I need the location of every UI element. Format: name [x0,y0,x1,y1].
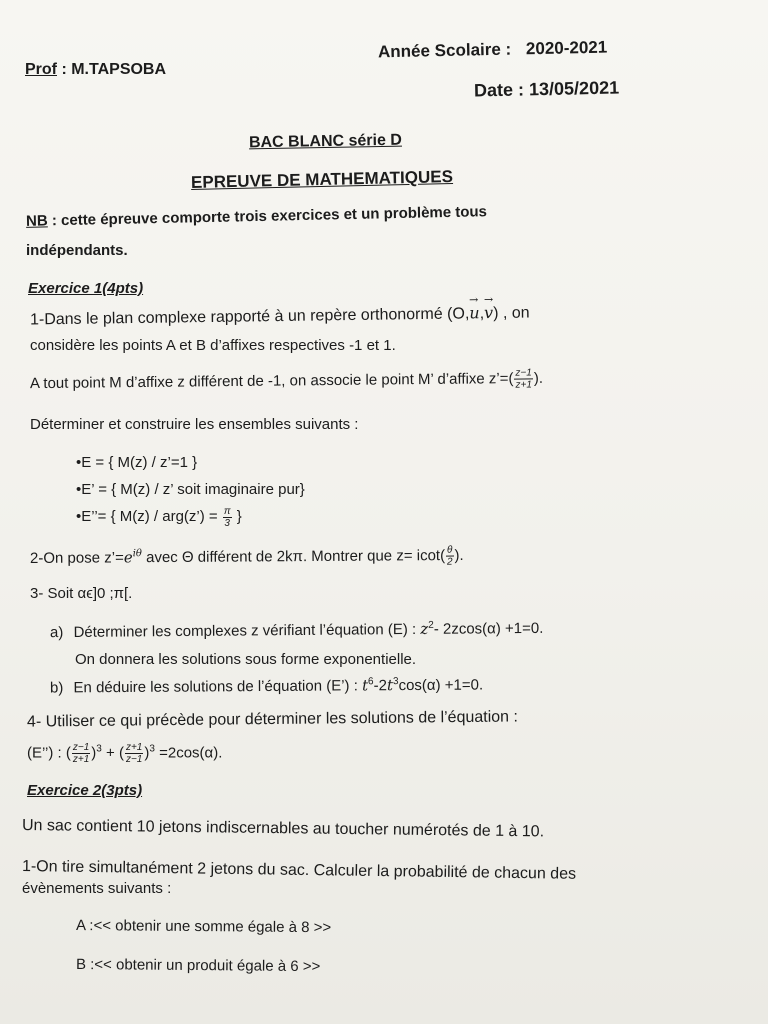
prof-label: Prof [25,61,57,78]
ex1-q3: 3- Soit αϵ]0 ;π[. [30,585,133,602]
ex1-q1-line3-start: A tout point M d’affixe z différent de -1, on associe le point M’ d’affixe z’=( [29,370,514,393]
ex1-q3a-start: Déterminer les complexes z vérifiant l’équation (E) : [73,620,421,641]
set-e-prime: •E’ = { M(z) / z’ soit imaginaire pur} [76,481,305,498]
exam-subject: EPREUVE DE MATHEMATIQUES [190,167,454,192]
fraction-denominator: z+1 [72,754,90,765]
set-e-second-text: •E’’= { M(z) / arg(z’) = [76,508,222,525]
nb-text-1: : cette épreuve comporte trois exercices et un problème tous [51,203,488,230]
ex1-q1-line2: considère les points A et B d’affixes respectives -1 et 1. [30,337,396,354]
fraction-numerator: z−1 [515,367,532,379]
fraction-numerator: θ [446,544,453,556]
ex1-q1-line3 [30,367,543,395]
vector-u-letter: u [469,303,480,323]
item-b-label: b) [49,679,64,697]
ex1-q4-eq-end: =2cos(α). [154,744,223,762]
school-year-value: 2020-2021 [525,37,608,59]
set-e-second-end: } [232,508,242,525]
set-e-second [76,503,305,530]
prof-line [25,61,166,79]
ex1-q1-line1 [29,293,530,330]
ex1-q2-mid: avec Θ différent de 2kπ. Montrer que z= icot( [141,547,446,567]
power-3: 3 [96,743,102,755]
ex1-q3b-mid: -2 [373,677,388,695]
date-label: Date : [473,79,525,101]
item-a-label: a) [49,624,64,642]
ex2-event-a: A :<< obtenir une somme égale à 8 >> [75,917,332,937]
ex2-q1-line1: 1-On tire simultanément 2 jetons du sac. Calculer la probabilité de chacun des [21,858,577,883]
ex1-q4-line1: 4- Utiliser ce qui précède pour déterminer les solutions de l’équation : [26,708,519,731]
fraction-2 [125,742,143,765]
ex1-q1-line1-end: ) , on [493,304,530,323]
exercice2-heading: Exercice 2(3pts) [27,782,143,799]
ex2-event-b: B :<< obtenir un produit égale à 6 >> [75,956,321,976]
exam-title: BAC BLANC série D [248,131,403,152]
power-3: 3 [149,743,155,755]
vector-arrow-icon: → [469,293,479,307]
exp-power: iθ [132,548,142,560]
ex1-q4-eq-start: (E’’) : ( [27,744,71,762]
fraction-z [514,367,533,390]
vector-v [483,293,494,323]
ex1-q2-start: 2-On pose z’= [29,549,124,567]
fraction-denominator: z−1 [125,754,143,765]
ex1-q3b [50,675,483,696]
fraction-pi-over-3 [223,506,232,529]
comma: , [479,305,485,323]
fraction-theta-over-2 [446,545,454,568]
vector-v-letter: v [483,303,494,323]
plus: + ( [101,744,124,762]
ex1-q3a [50,619,543,641]
set-e: •E = { M(z) / z’=1 } [76,454,198,471]
school-year-line [378,38,608,63]
nb-label: NB [25,212,48,230]
power-6: 6 [367,676,374,688]
exercice1-heading: Exercice 1(4pts) [28,280,144,297]
ex1-q2 [30,544,464,570]
ex1-q3a-end: - 2zcos(α) +1=0. [433,619,544,638]
ex1-q1-line4: Déterminer et construire les ensembles suivants : [30,416,359,433]
fraction-denominator: 2 [446,556,453,568]
fraction-denominator: 3 [224,517,230,529]
fraction-numerator: z−1 [72,742,90,753]
exp-base: e [123,548,133,567]
date-line [474,77,620,101]
vector-arrow-icon: → [483,293,494,307]
nb-line1 [26,203,487,230]
ex1-q2-end: ). [454,546,464,565]
nb-text-2: indépendants. [26,242,128,259]
ex2-q1-line2: évènements suivants : [22,880,172,897]
var-t: t [361,676,369,695]
prof-name: : M.TAPSOBA [61,61,167,78]
ex2-intro: Un sac contient 10 jetons indiscernables au toucher numérotés de 1 à 10. [21,817,545,841]
school-year-label: Année Scolaire : [377,39,512,62]
var-t: t [386,676,394,695]
ex1-q3a-line2: On donnera les solutions sous forme exponentielle. [75,651,417,668]
var-z: z [420,619,429,638]
ex1-q1-line1-start: 1-Dans le plan complexe rapporté à un repère orthonormé (O, [29,305,470,329]
ex1-q4-equation: (E’’) : ( $\frac{z-1}{z+1}$ )$^3$ + ( $\frac{z+1}{z-1}$ )$^3$ =2cos(α). [27,742,223,765]
fraction-numerator: π [223,505,231,517]
vector-u [469,293,480,323]
ex1-q3b-start: En déduire les solutions de l’équation (E’) : [73,677,363,697]
date-value: 13/05/2021 [528,77,620,100]
ex1-q3b-end: cos(α) +1=0. [398,676,484,695]
ex1-q1-line3-end: ). [533,369,544,387]
fraction-1 [72,742,90,765]
fraction-denominator: z+1 [515,379,532,391]
fraction-numerator: z+1 [125,742,143,753]
power-2: 2 [428,619,434,631]
power-3: 3 [392,676,399,688]
sets-list [76,449,305,530]
